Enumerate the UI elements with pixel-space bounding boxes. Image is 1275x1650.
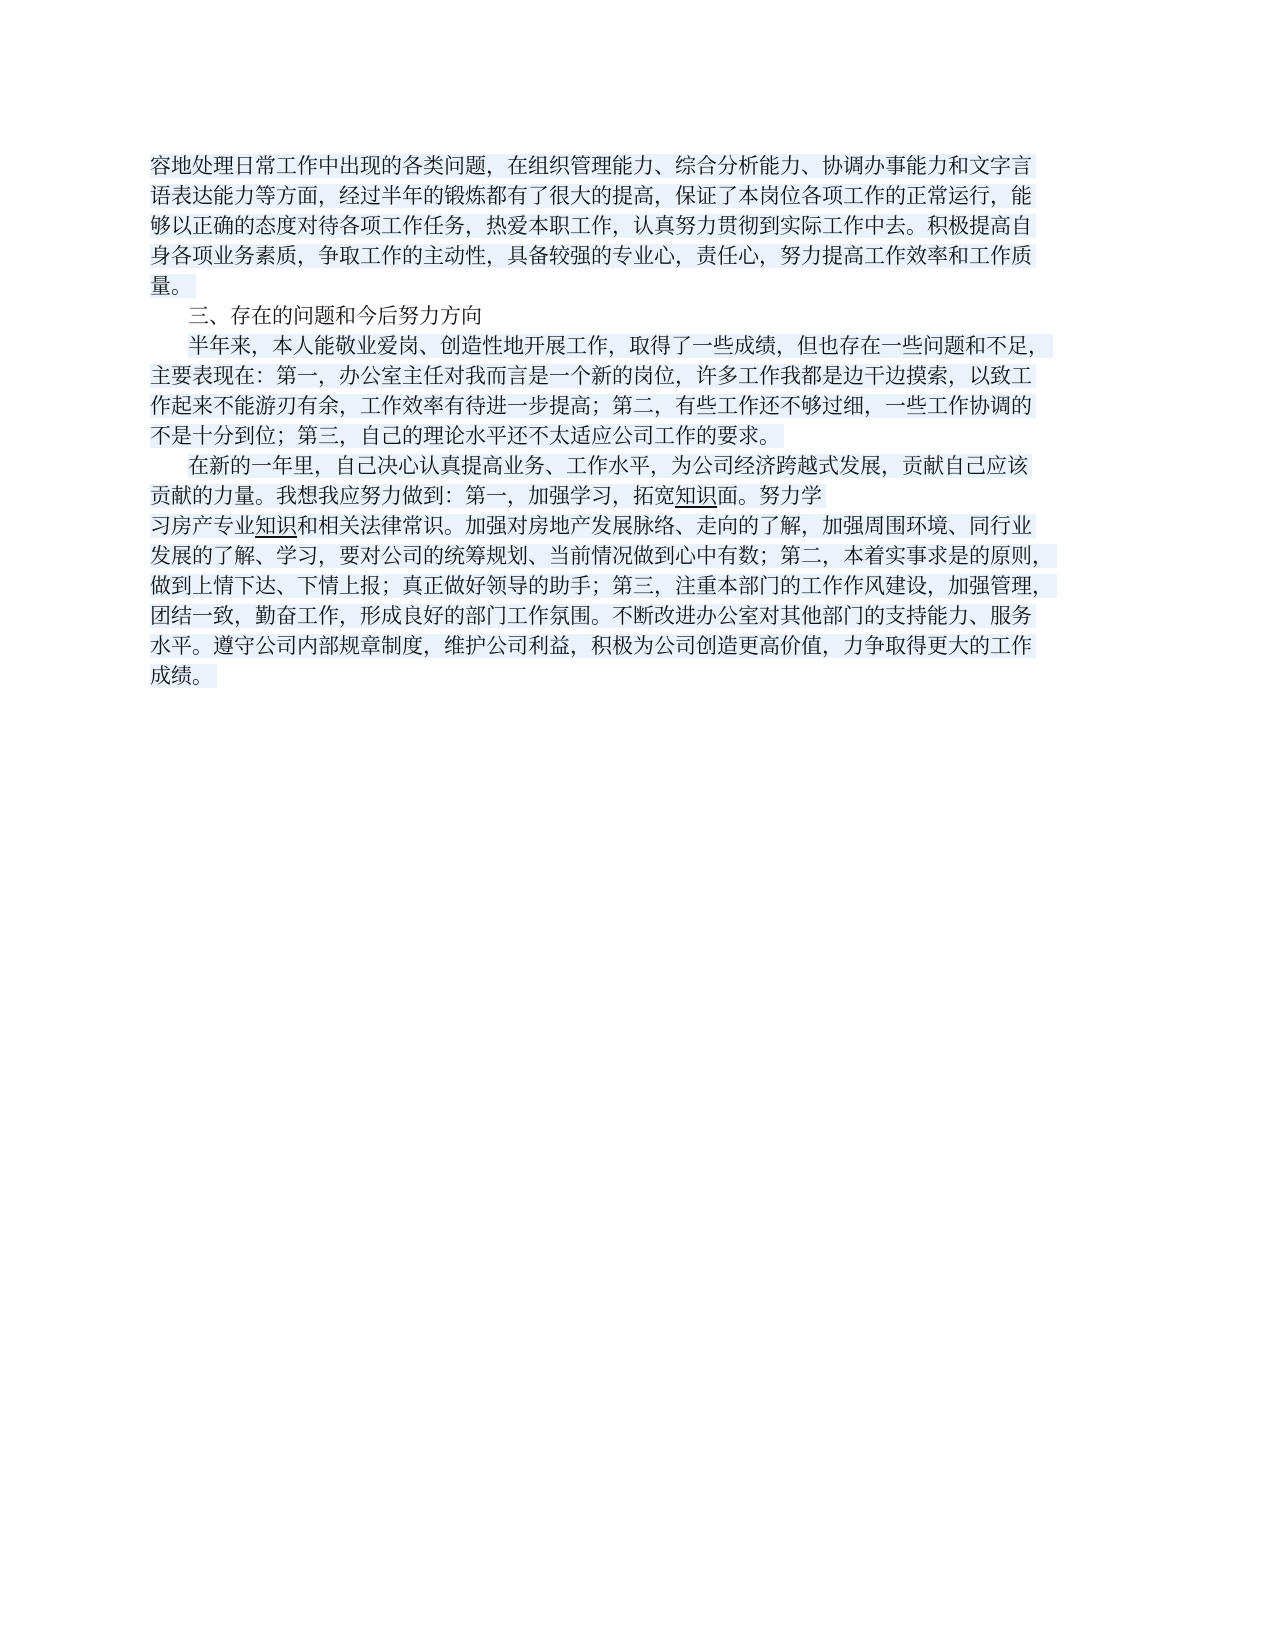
- text-run: 发展的了解、学习，要对公司的统筹规划、当前情况做到心中有数；第二，本着实事求是的原则，: [150, 544, 1057, 568]
- text-segment: 和相关法律常识。加强对房地产发展脉络、走向的了解，加强周围环境、同行业: [297, 514, 1032, 538]
- text-segment: 面。努力学: [717, 484, 822, 508]
- text-run: 作起来不能游刃有余，工作效率有待进一步提高；第二，有些工作还不够过细，一些工作协调的: [150, 394, 1036, 418]
- text-line-16: [150, 601, 1140, 631]
- text-segment: 贡献的力量。我想我应努力做到：第一，加强学习，拓宽: [150, 484, 675, 508]
- text-run: 不是十分到位；第三，自己的理论水平还不太适应公司工作的要求。: [150, 424, 784, 448]
- text-line-7: [150, 331, 1140, 361]
- section-heading-text: 三、存在的问题和今后努力方向: [188, 304, 482, 328]
- text-line-18: [150, 661, 1140, 691]
- text-run: [150, 484, 826, 508]
- text-run: 容地处理日常工作中出现的各类问题，在组织管理能力、综合分析能力、协调办事能力和文字言: [150, 154, 1036, 178]
- text-run: 半年来，本人能敬业爱岗、创造性地开展工作，取得了一些成绩，但也存在一些问题和不足，: [188, 334, 1053, 358]
- text-line-17: [150, 631, 1140, 661]
- text-run: 团结一致，勤奋工作，形成良好的部门工作氛围。不断改进办公室对其他部门的支持能力、服务: [150, 604, 1036, 628]
- text-line-8: [150, 361, 1140, 391]
- text-line-4: [150, 241, 1140, 271]
- text-run: 够以正确的态度对待各项工作任务，热爱本职工作，认真努力贯彻到实际工作中去。积极提高自: [150, 214, 1036, 238]
- text-run: 在新的一年里，自己决心认真提高业务、工作水平，为公司经济跨越式发展，贡献自己应该: [188, 454, 1032, 478]
- knowledge-link[interactable]: 知识: [675, 484, 717, 508]
- text-run: 水平。遵守公司内部规章制度，维护公司利益，积极为公司创造更高价值，力争取得更大的工作: [150, 634, 1036, 658]
- text-line-12: [150, 481, 1140, 511]
- text-run: 身各项业务素质，争取工作的主动性，具备较强的专业心，责任心，努力提高工作效率和工作质: [150, 244, 1036, 268]
- document-body: [150, 151, 1140, 691]
- text-line-3: [150, 211, 1140, 241]
- text-run: 成绩。: [150, 664, 217, 688]
- text-run: 做到上情下达、下情上报；真正做好领导的助手；第三，注重本部门的工作作风建设，加强管理，: [150, 574, 1057, 598]
- text-line-5: [150, 271, 1140, 301]
- knowledge-link[interactable]: 知识: [255, 514, 297, 538]
- section-heading: [150, 301, 1140, 331]
- text-line-2: [150, 181, 1140, 211]
- text-run: 量。: [150, 274, 196, 298]
- text-segment: 习房产专业: [150, 514, 255, 538]
- text-run: 语表达能力等方面，经过半年的锻炼都有了很大的提高，保证了本岗位各项工作的正常运行，能: [150, 184, 1036, 208]
- text-run: 主要表现在：第一，办公室主任对我而言是一个新的岗位，许多工作我都是边干边摸索，以致工: [150, 364, 1036, 388]
- text-line-9: [150, 391, 1140, 421]
- text-line-13: [150, 511, 1140, 541]
- text-line-14: [150, 541, 1140, 571]
- text-line-10: [150, 421, 1140, 451]
- text-run: [150, 514, 1036, 538]
- text-line-15: [150, 571, 1140, 601]
- text-line-1: [150, 151, 1140, 181]
- text-line-11: [150, 451, 1140, 481]
